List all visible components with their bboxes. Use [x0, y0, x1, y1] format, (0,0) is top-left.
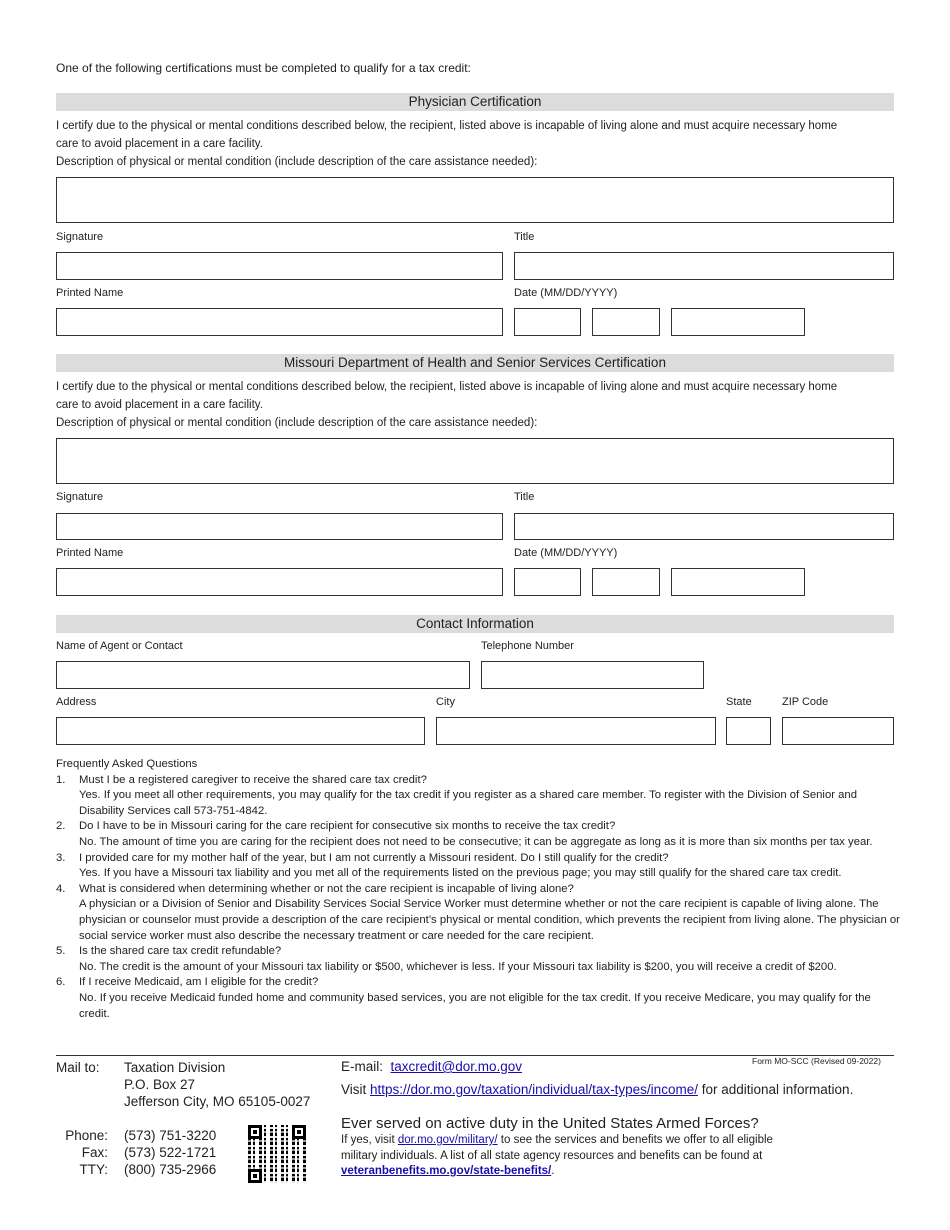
intro-text: One of the following certifications must be completed to qualify for a tax credit: — [56, 61, 471, 75]
dhss-desc-label: Description of physical or mental condition (include description of the care assistance needed): — [56, 417, 538, 429]
physician-date-label: Date (MM/DD/YYYY) — [514, 287, 618, 299]
zip-field[interactable] — [782, 717, 894, 745]
veteran-suffix: . — [551, 1165, 555, 1177]
city-field[interactable] — [436, 717, 716, 745]
dhss-date-year-field[interactable] — [671, 568, 805, 596]
form-id: Form MO-SCC (Revised 09-2022) — [752, 1056, 881, 1066]
tty-number: (800) 735-2966 — [124, 1162, 217, 1177]
contact-name-label: Name of Agent or Contact — [56, 640, 183, 652]
dhss-title-field[interactable] — [514, 513, 894, 540]
faq-question: Do I have to be in Missouri caring for the care recipient for consecutive six months to receive the tax credit? — [79, 820, 616, 833]
dhss-cert-line2: care to avoid placement in a care facility. — [56, 399, 263, 411]
contact-section-header: Contact Information — [56, 615, 894, 633]
military-title: Ever served on active duty in the United States Armed Forces? — [341, 1115, 759, 1132]
faq-answer: No. If you receive Medicaid funded home and community based services, you are not eligible for the tax credit. If you receive Medicare, you may qualify for the credit. — [79, 991, 871, 1020]
contact-phone-label: Telephone Number — [481, 640, 574, 652]
qr-code — [248, 1125, 306, 1183]
address-field[interactable] — [56, 717, 425, 745]
dhss-date-day-field[interactable] — [592, 568, 660, 596]
state-field[interactable] — [726, 717, 771, 745]
address-label: Address — [56, 696, 97, 708]
faq-title: Frequently Asked Questions — [56, 758, 198, 770]
physician-printed-name-field[interactable] — [56, 308, 503, 336]
faq-number: 4. — [56, 882, 66, 895]
faq-answer: No. The credit is the amount of your Missouri tax liability or $500, whichever is less. If your Missouri tax liability is $200, you will receive a credit of $200. — [79, 960, 837, 973]
faq-answer: Yes. If you have a Missouri tax liability and you met all of the requirements listed on the previous page; you may still qualify for the shared care tax credit. — [79, 867, 842, 880]
faq-number: 3. — [56, 851, 66, 864]
faq-question: If I receive Medicaid, am I eligible for the credit? — [79, 976, 319, 989]
physician-printed-name-label: Printed Name — [56, 287, 124, 299]
phone-number: (573) 751-3220 — [124, 1128, 217, 1143]
faq-answer: No. The amount of time you are caring for the recipient does not need to be consecutive; it can be aggregate as long as it is more than six months per tax year. — [79, 835, 873, 848]
faq-answer: Yes. If you meet all other requirements, you may qualify for the tax credit if you register as a shared care member. To register with the Division of Senior and Disability Services call 573-751-4842. — [79, 789, 857, 817]
faq-item — [56, 851, 901, 867]
dhss-date-month-field[interactable] — [514, 568, 581, 596]
physician-signature-label: Signature — [56, 231, 104, 243]
faq-question: I provided care for my mother half of the year, but I am not currently a Missouri resident. Do I still qualify for the credit? — [79, 851, 669, 864]
physician-section-header: Physician Certification — [56, 93, 894, 111]
dhss-section-header: Missouri Department of Health and Senior Services Certification — [56, 354, 894, 372]
faq-question: Must I be a registered caregiver to receive the shared care tax credit? — [79, 773, 427, 786]
phone-label: Phone: — [65, 1128, 108, 1143]
city-label: City — [436, 696, 455, 708]
dhss-date-label: Date (MM/DD/YYYY) — [514, 547, 618, 559]
contact-name-field[interactable] — [56, 661, 470, 689]
email-link[interactable]: taxcredit@dor.mo.gov — [390, 1059, 523, 1074]
faq-item — [56, 944, 901, 960]
dhss-title-label: Title — [514, 491, 535, 503]
military-link[interactable]: dor.mo.gov/military/ — [397, 1134, 498, 1146]
faq-number: 1. — [56, 773, 66, 786]
email-label: E-mail: — [341, 1059, 384, 1074]
faq-answer: A physician or a Division of Senior and Disability Services Social Service Worker must determine whether or not the care recipient is capable of living alone. The physician or counselor must provide a description of the care recipient’s physical or mental condition, which prevents the recipient from living alone. The physician or social service worker must also describe the necessary treatment or care needed for the care recipient. — [79, 898, 900, 942]
veteran-benefits-link[interactable]: veteranbenefits.mo.gov/state-benefits/ — [341, 1165, 552, 1177]
mail-to-label: Mail to: — [56, 1060, 100, 1075]
physician-signature-field[interactable] — [56, 252, 503, 280]
zip-label: ZIP Code — [782, 696, 829, 708]
physician-cert-line1: I certify due to the physical or mental conditions described below, the recipient, listed above is incapable of living alone and must acquire necessary home — [56, 120, 838, 132]
income-link[interactable]: https://dor.mo.gov/taxation/individual/tax-types/income/ — [370, 1082, 698, 1097]
faq-item — [56, 819, 901, 835]
dhss-signature-label: Signature — [56, 491, 104, 503]
dhss-cert-line1: I certify due to the physical or mental conditions described below, the recipient, listed above is incapable of living alone and must acquire necessary home — [56, 381, 838, 393]
dhss-printed-name-field[interactable] — [56, 568, 503, 596]
physician-date-year-field[interactable] — [671, 308, 805, 336]
contact-phone-field[interactable] — [481, 661, 704, 689]
visit-row — [341, 1082, 853, 1097]
military-suffix: to see the services and benefits we offer to all eligible — [500, 1134, 773, 1146]
physician-date-month-field[interactable] — [514, 308, 581, 336]
faq-question: What is considered when determining whether or not the care recipient is incapable of living alone? — [79, 882, 574, 895]
military-line1 — [341, 1134, 773, 1146]
faq-item — [56, 882, 901, 898]
faq-number: 5. — [56, 945, 66, 958]
state-label: State — [726, 696, 752, 708]
visit-prefix: Visit — [341, 1082, 367, 1097]
faq-number: 6. — [56, 976, 66, 989]
address-line2: P.O. Box 27 — [124, 1077, 196, 1092]
physician-desc-label: Description of physical or mental condition (include description of the care assistance needed): — [56, 156, 538, 168]
veteran-row — [341, 1165, 554, 1177]
military-prefix: If yes, visit — [341, 1134, 395, 1146]
address-line1: Taxation Division — [124, 1060, 226, 1075]
visit-suffix: for additional information. — [701, 1082, 854, 1097]
fax-label: Fax: — [81, 1145, 108, 1160]
faq-section — [56, 757, 901, 1022]
faq-number: 2. — [56, 820, 66, 833]
address-line3: Jefferson City, MO 65105-0027 — [124, 1094, 311, 1109]
tty-label: TTY: — [79, 1162, 108, 1177]
physician-title-field[interactable] — [514, 252, 894, 280]
faq-item — [56, 773, 901, 789]
military-line2: military individuals. A list of all state agency resources and benefits can be found at — [341, 1150, 763, 1162]
dhss-printed-name-label: Printed Name — [56, 547, 124, 559]
fax-number: (573) 522-1721 — [124, 1145, 217, 1160]
dhss-description-field[interactable] — [56, 438, 894, 484]
physician-title-label: Title — [514, 231, 535, 243]
faq-question: Is the shared care tax credit refundable? — [79, 945, 282, 958]
physician-date-day-field[interactable] — [592, 308, 660, 336]
physician-cert-line2: care to avoid placement in a care facility. — [56, 138, 263, 150]
faq-item — [56, 975, 901, 991]
physician-description-field[interactable] — [56, 177, 894, 223]
dhss-signature-field[interactable] — [56, 513, 503, 540]
email-row — [341, 1059, 522, 1074]
